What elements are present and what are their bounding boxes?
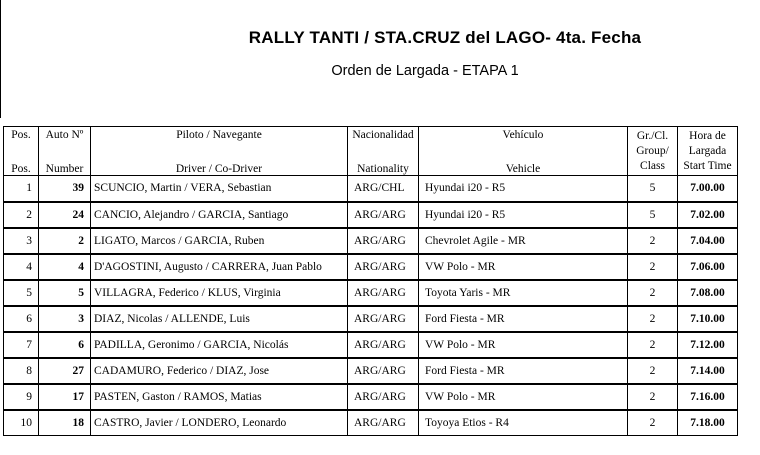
cell-clase: 2 <box>628 332 678 358</box>
cell-nacionalidad: ARG/ARG <box>348 228 419 254</box>
cell-vehiculo: VW Polo - MR <box>419 332 628 358</box>
cell-hora: 7.16.00 <box>678 384 738 410</box>
table-row <box>4 228 738 254</box>
cell-vehiculo: Toyoya Etios - R4 <box>419 410 628 436</box>
table-row <box>4 176 738 202</box>
header-vehiculo: Vehículo Vehicle <box>419 127 628 176</box>
frame-border <box>0 0 1 118</box>
cell-piloto: PADILLA, Geronimo / GARCIA, Nicolás <box>91 332 348 358</box>
cell-clase: 2 <box>628 384 678 410</box>
cell-number: 18 <box>39 410 91 436</box>
page-subtitle: Orden de Largada - ETAPA 1 <box>331 63 519 79</box>
cell-number: 6 <box>39 332 91 358</box>
cell-pos: 1 <box>4 176 39 202</box>
cell-clase: 2 <box>628 228 678 254</box>
header-clase: Gr./Cl. Group/ Class <box>628 127 678 176</box>
cell-piloto: CASTRO, Javier / LONDERO, Leonardo <box>91 410 348 436</box>
cell-hora: 7.10.00 <box>678 306 738 332</box>
cell-pos: 5 <box>4 280 39 306</box>
cell-vehiculo: Ford Fiesta - MR <box>419 358 628 384</box>
cell-pos: 6 <box>4 306 39 332</box>
table-row <box>4 202 738 228</box>
cell-clase: 5 <box>628 202 678 228</box>
cell-vehiculo: VW Polo - MR <box>419 254 628 280</box>
start-order-table <box>3 126 738 436</box>
header-nacionalidad: Nacionalidad Nationality <box>348 127 419 176</box>
cell-pos: 8 <box>4 358 39 384</box>
header-auto: Auto Nº Number <box>39 127 91 176</box>
cell-piloto: DIAZ, Nicolas / ALLENDE, Luis <box>91 306 348 332</box>
cell-nacionalidad: ARG/ARG <box>348 280 419 306</box>
table-row <box>4 254 738 280</box>
cell-piloto: PASTEN, Gaston / RAMOS, Matias <box>91 384 348 410</box>
table-row <box>4 358 738 384</box>
cell-clase: 5 <box>628 176 678 202</box>
cell-piloto: SCUNCIO, Martin / VERA, Sebastian <box>91 176 348 202</box>
cell-pos: 9 <box>4 384 39 410</box>
cell-number: 24 <box>39 202 91 228</box>
cell-number: 5 <box>39 280 91 306</box>
cell-hora: 7.06.00 <box>678 254 738 280</box>
cell-vehiculo: Ford Fiesta - MR <box>419 306 628 332</box>
cell-pos: 10 <box>4 410 39 436</box>
cell-nacionalidad: ARG/ARG <box>348 332 419 358</box>
cell-vehiculo: Chevrolet Agile - MR <box>419 228 628 254</box>
cell-piloto: CADAMURO, Federico / DIAZ, Jose <box>91 358 348 384</box>
cell-hora: 7.18.00 <box>678 410 738 436</box>
cell-nacionalidad: ARG/ARG <box>348 306 419 332</box>
cell-hora: 7.08.00 <box>678 280 738 306</box>
cell-vehiculo: Hyundai i20 - R5 <box>419 202 628 228</box>
cell-number: 2 <box>39 228 91 254</box>
header-pos: Pos. Pos. <box>4 127 39 176</box>
cell-number: 39 <box>39 176 91 202</box>
table-row <box>4 332 738 358</box>
cell-number: 3 <box>39 306 91 332</box>
cell-piloto: CANCIO, Alejandro / GARCIA, Santiago <box>91 202 348 228</box>
cell-clase: 2 <box>628 254 678 280</box>
cell-pos: 7 <box>4 332 39 358</box>
cell-clase: 2 <box>628 410 678 436</box>
cell-nacionalidad: ARG/ARG <box>348 410 419 436</box>
cell-nacionalidad: ARG/CHL <box>348 176 419 202</box>
cell-vehiculo: Toyota Yaris - MR <box>419 280 628 306</box>
cell-number: 17 <box>39 384 91 410</box>
cell-hora: 7.00.00 <box>678 176 738 202</box>
cell-clase: 2 <box>628 358 678 384</box>
cell-vehiculo: VW Polo - MR <box>419 384 628 410</box>
cell-vehiculo: Hyundai i20 - R5 <box>419 176 628 202</box>
table-row <box>4 384 738 410</box>
cell-hora: 7.14.00 <box>678 358 738 384</box>
table-row <box>4 306 738 332</box>
header-hora: Hora de Largada Start Time <box>678 127 738 176</box>
cell-hora: 7.02.00 <box>678 202 738 228</box>
table-header-row <box>4 127 738 176</box>
cell-piloto: LIGATO, Marcos / GARCIA, Ruben <box>91 228 348 254</box>
table-row <box>4 280 738 306</box>
cell-piloto: D'AGOSTINI, Augusto / CARRERA, Juan Pablo <box>91 254 348 280</box>
cell-nacionalidad: ARG/ARG <box>348 384 419 410</box>
cell-pos: 4 <box>4 254 39 280</box>
cell-number: 27 <box>39 358 91 384</box>
cell-clase: 2 <box>628 280 678 306</box>
cell-number: 4 <box>39 254 91 280</box>
cell-nacionalidad: ARG/ARG <box>348 358 419 384</box>
cell-nacionalidad: ARG/ARG <box>348 254 419 280</box>
cell-piloto: VILLAGRA, Federico / KLUS, Virginia <box>91 280 348 306</box>
cell-hora: 7.04.00 <box>678 228 738 254</box>
cell-pos: 3 <box>4 228 39 254</box>
cell-pos: 2 <box>4 202 39 228</box>
page-title: RALLY TANTI / STA.CRUZ del LAGO- 4ta. Fecha <box>248 28 642 47</box>
cell-hora: 7.12.00 <box>678 332 738 358</box>
cell-nacionalidad: ARG/ARG <box>348 202 419 228</box>
table-row <box>4 410 738 436</box>
cell-clase: 2 <box>628 306 678 332</box>
header-piloto: Piloto / Navegante Driver / Co-Driver <box>91 127 348 176</box>
